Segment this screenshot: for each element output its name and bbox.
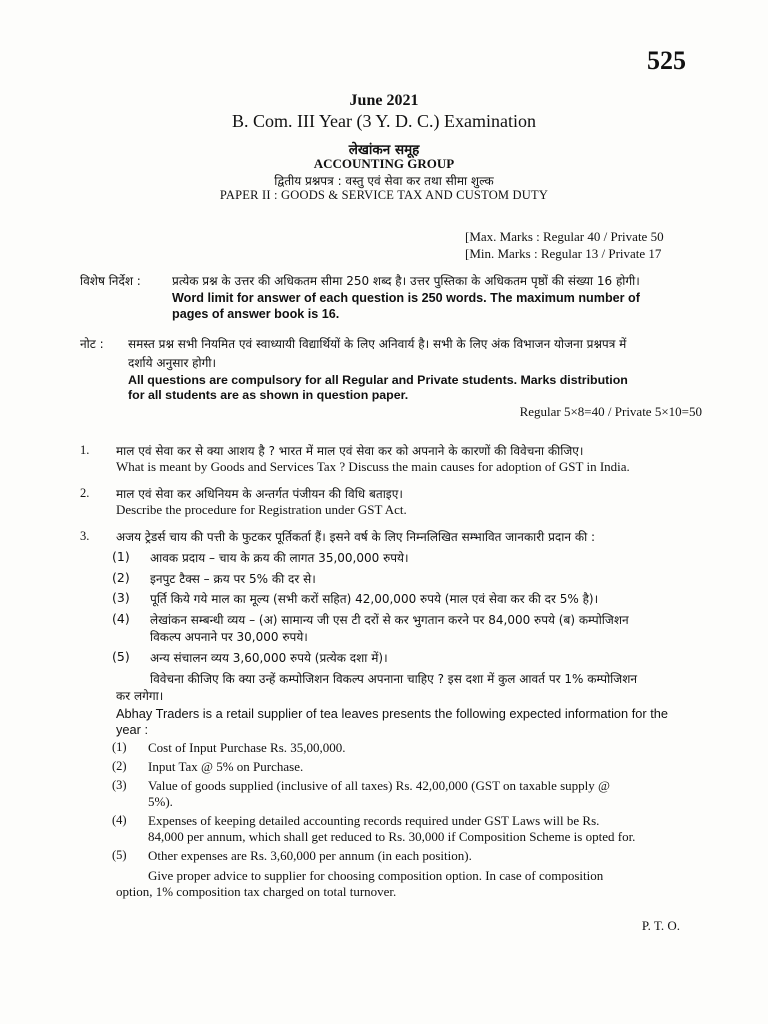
note-hindi-2: दर्शाये अनुसार होगी। — [128, 356, 217, 370]
question-number: 2. — [80, 486, 90, 500]
list-item: पूर्ति किये गये माल का मूल्य (सभी करों सहित) 42,00,000 रुपये (माल एवं सेवा कर की दर 5% है)। — [150, 592, 599, 606]
list-item-number: (4) — [112, 813, 127, 827]
list-item-continuation: 5%). — [148, 794, 173, 809]
list-item: Other expenses are Rs. 3,60,000 per annum (in each position). — [148, 848, 472, 863]
list-item: Value of goods supplied (inclusive of all taxes) Rs. 42,00,000 (GST on taxable supply @ — [148, 778, 610, 793]
list-item-number: (1) — [112, 740, 127, 754]
list-item: लेखांकन सम्बन्धी व्यय – (अ) सामान्य जी एस टी दरों से कर भुगतान करने पर 84,000 रुपये (ब) कम्पोजिशन — [150, 613, 629, 627]
paper-english: PAPER II : GOODS & SERVICE TAX AND CUSTOM DUTY — [219, 188, 549, 202]
list-item-continuation: विकल्प अपनाने पर 30,000 रुपये। — [150, 630, 308, 644]
list-item-number: (2) — [112, 759, 127, 773]
list-item: अन्य संचालन व्यय 3,60,000 रुपये (प्रत्येक दशा में)। — [150, 651, 388, 665]
list-item-number: (2) — [112, 570, 130, 585]
marks-distribution: Regular 5×8=40 / Private 5×10=50 — [519, 404, 702, 419]
list-item: आवक प्रदाय – चाय के क्रय की लागत 35,00,000 रुपये। — [150, 551, 409, 565]
special-instructions-hindi: प्रत्येक प्रश्न के उत्तर की अधिकतम सीमा 250 शब्द है। उत्तर पुस्तिका के अधिकतम पृष्ठों की संख्या 16 होगी। — [172, 274, 640, 288]
exam-session: June 2021 — [349, 92, 419, 109]
paper-number: 525 — [647, 46, 686, 75]
question-number: 3. — [80, 529, 90, 543]
question-1-english: What is meant by Goods and Services Tax ? Discuss the main causes for adoption of GST in India. — [116, 459, 630, 474]
list-item-number: (4) — [112, 611, 130, 626]
list-item-number: (5) — [112, 848, 127, 862]
list-item-number: (3) — [112, 590, 130, 605]
question-2-english: Describe the procedure for Registration under GST Act. — [116, 502, 407, 517]
list-item-number: (5) — [112, 649, 130, 664]
special-instructions-english-1: Word limit for answer of each question is 250 words. The maximum number of — [172, 291, 640, 305]
max-marks: [Max. Marks : Regular 40 / Private 50 — [465, 229, 664, 244]
note-label: नोट : — [80, 337, 104, 351]
question-3-english-closing-1: Give proper advice to supplier for choosing composition option. In case of composition — [148, 868, 604, 883]
question-3-hindi-closing-2: कर लगेगा। — [116, 689, 164, 703]
question-3-hindi-closing-1: विवेचना कीजिए कि क्या उन्हें कम्पोजिशन विकल्प अपनाना चाहिए ? इस दशा में कुल आवर्त पर 1% कम्पोजिशन — [150, 672, 638, 686]
question-3-english-closing-2: option, 1% composition tax charged on total turnover. — [116, 884, 397, 899]
question-1-hindi: माल एवं सेवा कर से क्या आशय है ? भारत में माल एवं सेवा कर को अपनाने के कारणों की विवेचना कीजिए। — [116, 444, 584, 458]
note-hindi-1: समस्त प्रश्न सभी नियमित एवं स्वाध्यायी विद्यार्थियों के लिए अनिवार्य है। सभी के लिए अंक विभाजन योजना प्रश्नपत्र में — [128, 337, 627, 351]
list-item-continuation: 84,000 per annum, which shall get reduced to Rs. 30,000 if Composition Scheme is opted for. — [148, 829, 636, 844]
list-item: Input Tax @ 5% on Purchase. — [148, 759, 304, 774]
group-english: ACCOUNTING GROUP — [313, 156, 455, 171]
list-item-number: (1) — [112, 549, 130, 564]
exam-title: B. Com. III Year (3 Y. D. C.) Examination — [232, 111, 536, 131]
question-3-english-intro-2: year : — [116, 722, 149, 737]
note-english-2: for all students are as shown in question paper. — [128, 388, 409, 402]
note-english-1: All questions are compulsory for all Regular and Private students. Marks distribution — [128, 373, 628, 387]
question-3-hindi-intro: अजय ट्रेडर्स चाय की पत्ती के फुटकर पूर्तिकर्ता हैं। इसने वर्ष के लिए निम्नलिखित सम्भावित जानकारी प्रदान की : — [116, 530, 596, 544]
special-instructions-label: विशेष निर्देश : — [80, 274, 141, 288]
page-turn-over: P. T. O. — [641, 918, 680, 933]
question-number: 1. — [80, 443, 90, 457]
list-item: इनपुट टैक्स – क्रय पर 5% की दर से। — [150, 572, 316, 586]
min-marks: [Min. Marks : Regular 13 / Private 17 — [465, 246, 662, 261]
list-item: Cost of Input Purchase Rs. 35,00,000. — [148, 740, 346, 755]
list-item-number: (3) — [112, 778, 127, 792]
question-3-english-intro-1: Abhay Traders is a retail supplier of tea leaves presents the following expected information for the — [116, 706, 668, 721]
special-instructions-english-2: pages of answer book is 16. — [172, 307, 340, 321]
paper-hindi: द्वितीय प्रश्नपत्र : वस्तु एवं सेवा कर तथा सीमा शुल्क — [274, 174, 494, 188]
group-hindi: लेखांकन समूह — [348, 142, 420, 158]
question-2-hindi: माल एवं सेवा कर अधिनियम के अन्तर्गत पंजीयन की विधि बताइए। — [116, 487, 403, 501]
list-item: Expenses of keeping detailed accounting records required under GST Laws will be Rs. — [148, 813, 600, 828]
